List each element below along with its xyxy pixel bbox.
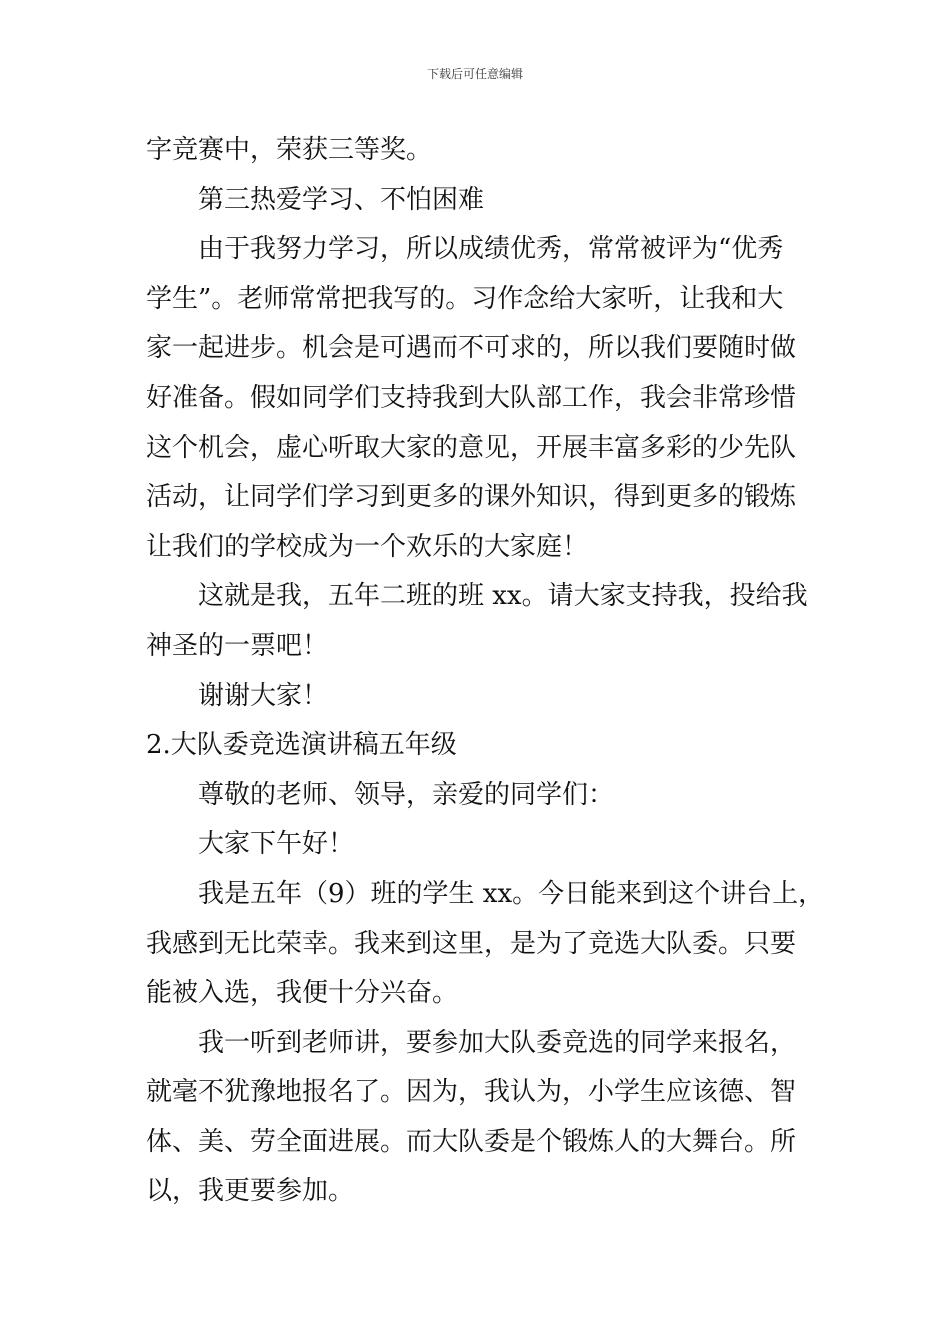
text-line: 我是五年（9）班的学生 xx。今日能来到这个讲台上， bbox=[198, 878, 825, 909]
text-line: 字竞赛中，荣获三等奖。 bbox=[146, 135, 433, 165]
section-heading: 2.大队委竞选演讲稿五年级 bbox=[146, 730, 457, 761]
text-line: 以，我更要参加。 bbox=[146, 1176, 355, 1207]
text-line: 就毫不犹豫地报名了。因为，我认为，小学生应该德、智 bbox=[146, 1077, 797, 1108]
text-line: 家一起进步。机会是可遇而不可求的，所以我们要随时做 bbox=[146, 333, 797, 364]
page-header: 下载后可任意编辑 bbox=[426, 67, 523, 81]
text-line: 好准备。假如同学们支持我到大队部工作，我会非常珍惜 bbox=[146, 382, 797, 413]
text-line: 能被入选，我便十分兴奋。 bbox=[146, 978, 459, 1009]
text-line: 学生”。老师常常把我写的。习作念给大家听，让我和大 bbox=[146, 283, 784, 314]
text-line: 谢谢大家！ bbox=[198, 680, 329, 711]
text-line: 大家下午好！ bbox=[198, 829, 355, 860]
text-line: 由于我努力学习，所以成绩优秀，常常被评为“优秀 bbox=[198, 234, 784, 265]
text-line: 我一听到老师讲，要参加大队委竞选的同学来报名， bbox=[198, 1027, 797, 1058]
text-line: 这就是我，五年二班的班 xx。请大家支持我，投给我 bbox=[198, 581, 808, 612]
text-line: 这个机会，虚心听取大家的意见，开展丰富多彩的少先队 bbox=[146, 432, 797, 463]
text-line: 活动，让同学们学习到更多的课外知识，得到更多的锻炼 bbox=[146, 482, 797, 513]
text-line: 我感到无比荣幸。我来到这里，是为了竞选大队委。只要 bbox=[146, 928, 797, 959]
text-line: 神圣的一票吧！ bbox=[146, 630, 329, 661]
text-line: 体、美、劳全面进展。而大队委是个锻炼人的大舞台。所 bbox=[146, 1126, 797, 1157]
text-line: 尊敬的老师、领导，亲爱的同学们： bbox=[198, 779, 615, 810]
text-line: 让我们的学校成为一个欢乐的大家庭！ bbox=[146, 531, 589, 562]
document-body bbox=[146, 126, 825, 1217]
text-line: 第三热爱学习、不怕困难 bbox=[198, 184, 485, 215]
